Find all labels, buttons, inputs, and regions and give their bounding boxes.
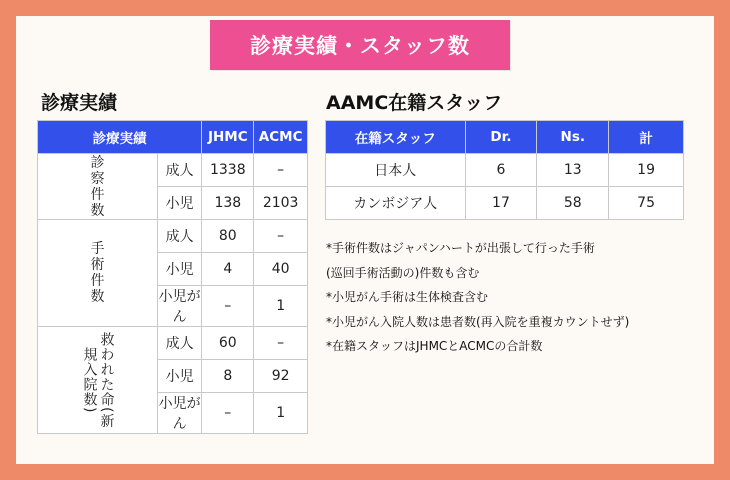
table-row	[38, 154, 308, 187]
table-row	[326, 154, 684, 187]
cell-jhmc: 80	[202, 220, 254, 253]
cell-acmc: –	[254, 220, 308, 253]
cell-dr: 6	[465, 154, 537, 187]
group-label-surgery: 手 術 件 数	[38, 220, 158, 327]
cell-total: 75	[609, 187, 684, 220]
section-title-results: 診療実績	[41, 92, 118, 114]
row-label: 成人	[158, 220, 202, 253]
row-label: 小児	[158, 253, 202, 286]
cell-dr: 17	[465, 187, 537, 220]
section-title-staff: AAMC在籍スタッフ	[326, 92, 503, 114]
footnote-line: *小児がん入院人数は患者数(再入院を重複カウントせず)	[326, 314, 630, 329]
cell-acmc: 92	[254, 360, 308, 393]
row-label: 成人	[158, 327, 202, 360]
cell-jhmc: 60	[202, 327, 254, 360]
cell-acmc: –	[254, 327, 308, 360]
table-row	[38, 220, 308, 253]
cell-jhmc: –	[202, 393, 254, 434]
header-cell: Ns.	[537, 121, 609, 154]
staff-table	[325, 120, 684, 220]
cell-acmc: 1	[254, 393, 308, 434]
table-row	[326, 187, 684, 220]
cell-ns: 13	[537, 154, 609, 187]
group-label-exam: 診 察 件 数	[38, 154, 158, 220]
row-label: 小児	[158, 360, 202, 393]
header-cell: JHMC	[202, 121, 254, 154]
row-label: 日本人	[326, 154, 466, 187]
row-label: 成人	[158, 154, 202, 187]
footnote-line: *小児がん手術は生体検査含む	[326, 290, 489, 304]
row-label: 小児がん	[158, 286, 202, 327]
row-label: カンボジア人	[326, 187, 466, 220]
footnote-line: (巡回手術活動の)件数も含む	[326, 265, 480, 280]
footnote-line: *手術件数はジャパンハートが出張して行った手術	[326, 241, 595, 255]
group-label-lives-saved: 救われた命(新規入院数)	[38, 327, 158, 434]
cell-ns: 58	[537, 187, 609, 220]
table-header-row	[38, 121, 308, 154]
cell-jhmc: –	[202, 286, 254, 327]
cell-total: 19	[609, 154, 684, 187]
header-cell: ACMC	[254, 121, 308, 154]
header-cell: 計	[609, 121, 684, 154]
row-label: 小児がん	[158, 393, 202, 434]
cell-jhmc: 1338	[202, 154, 254, 187]
results-table	[37, 120, 308, 434]
footnotes	[326, 236, 629, 359]
page-banner: 診療実績・スタッフ数	[210, 20, 510, 70]
cell-acmc: –	[254, 154, 308, 187]
header-cell: 在籍スタッフ	[326, 121, 466, 154]
row-label: 小児	[158, 187, 202, 220]
cell-jhmc: 8	[202, 360, 254, 393]
cell-jhmc: 4	[202, 253, 254, 286]
cell-acmc: 40	[254, 253, 308, 286]
cell-acmc: 2103	[254, 187, 308, 220]
header-cell: Dr.	[465, 121, 537, 154]
cell-acmc: 1	[254, 286, 308, 327]
table-header-row	[326, 121, 684, 154]
table-row	[38, 327, 308, 360]
cell-jhmc: 138	[202, 187, 254, 220]
header-cell: 診療実績	[38, 121, 202, 154]
footnote-line: *在籍スタッフはJHMCとACMCの合計数	[326, 339, 543, 353]
